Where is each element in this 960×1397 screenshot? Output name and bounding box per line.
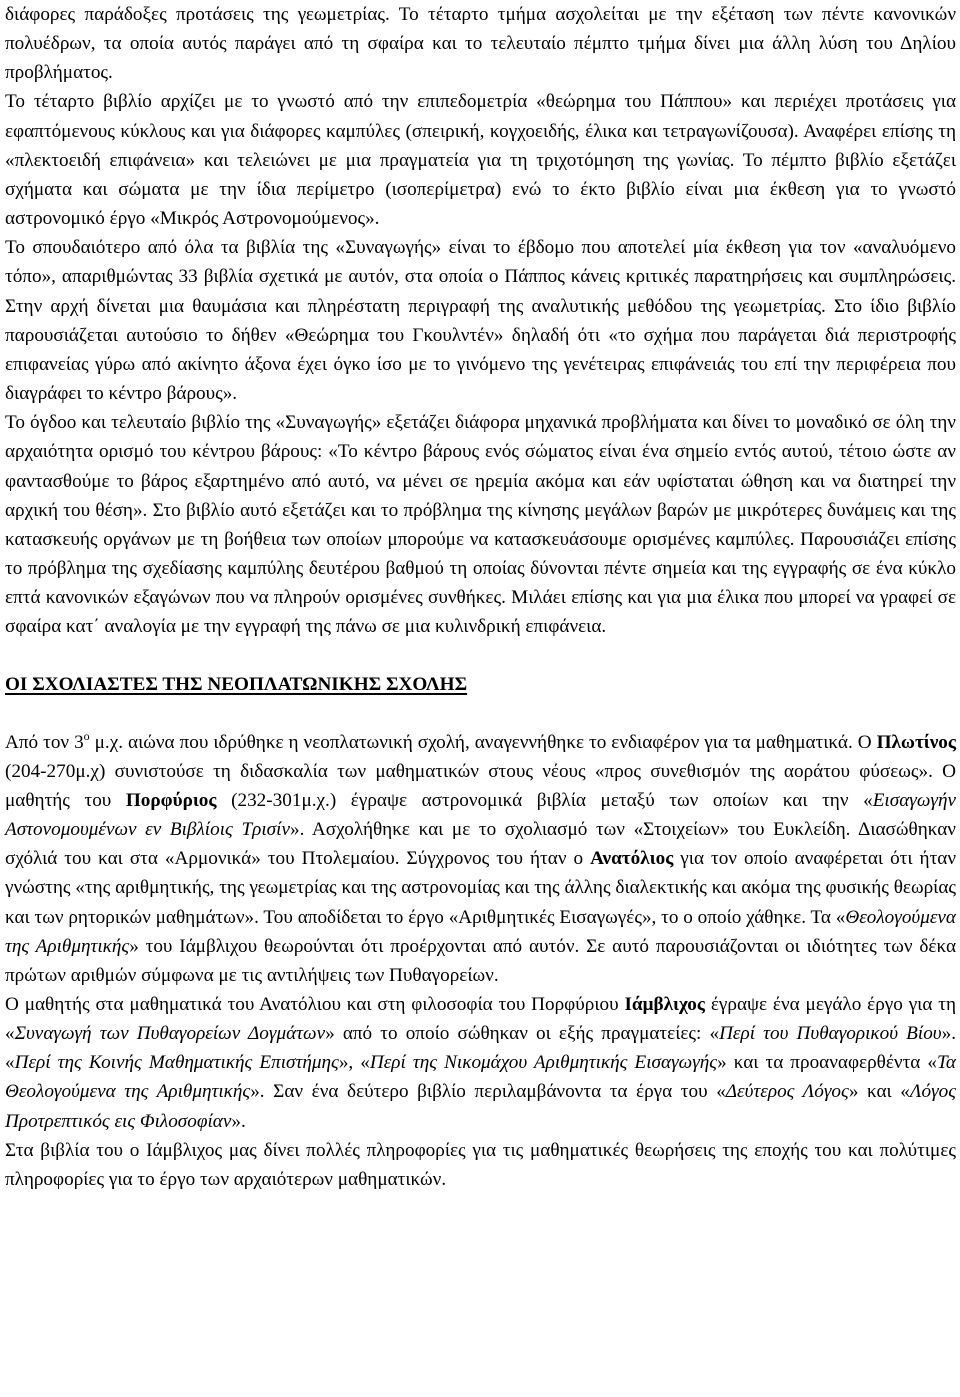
text-run: » από το οποίο σώθηκαν οι εξής πραγματείες: « bbox=[325, 1023, 720, 1045]
name-porphyry: Πορφύριος bbox=[125, 789, 217, 811]
section-heading: ΟΙ ΣΧΟΛΙΑΣΤΕΣ ΤΗΣ ΝΕΟΠΛΑΤΩΝΙΚΗΣ ΣΧΟΛΗΣ bbox=[5, 674, 468, 696]
name-anatolius: Ανατόλιος bbox=[590, 848, 674, 870]
paragraph-iamblichus bbox=[5, 990, 956, 1136]
text-run: » και τα προαναφερθέντα « bbox=[717, 1052, 937, 1074]
paragraph-pappus-fifth-section: διάφορες παράδοξες προτάσεις της γεωμετρίας. Το τέταρτο τμήμα ασχολείται με την εξέταση των πέντε κανονικών πολυέδρων, τα οποία αυτός παράγει από τη σφαίρα και το τελευταίο πέμπτο τμήμα δίνει μια άλλη λύση του Δηλίου προβλήματος. bbox=[5, 4, 956, 84]
paragraph-seventh-book: Το σπουδαιότερο από όλα τα βιβλία της «Συναγωγής» είναι το έβδομο που αποτελεί μία έκθεση για τον «αναλυόμενο τόπο», απαριθμώντας 33 βιβλία σχετικά με αυτόν, στα οποία ο Πάππος κάνεις κριτικές παρατηρήσεις και συμπληρώσεις. Στην αρχή δίνεται μια θαυμάσια και πληρέστατη περιγραφή της αναλυτικής μεθόδου της γεωμετρίας. Στο ίδιο βιβλίο παρουσιάζεται αυτούσιο το δήθεν «Θεώρημα του Γκουλντέν» δηλαδή ότι «το σχήμα που παράγεται διά περιστροφής επιφανείας γύρω από ακίνητο άξονα έχει όγκο ίσο με το γινόμενο της γενέτειρας επιφάνειάς του επί την περιφέρεια που διαγράφει το κέντρο βάρους». bbox=[5, 237, 956, 405]
title-common-math: Περί της Κοινής Μαθηματικής Επιστήμης bbox=[14, 1052, 339, 1074]
title-theologoumena: Θεολογούμενα της Αριθμητικής bbox=[5, 906, 956, 957]
text-run: ». « bbox=[5, 1023, 956, 1074]
text-run: ». Ασχολήθηκε και με το σχολιασμό των «Στοιχείων» του Ευκλείδη. Διασώθηκαν σχόλιά του και στα «Αρμονικά» του Πτολεμαίου. Σύγχρονος του ήταν ο bbox=[5, 819, 956, 870]
text-run: (204-270μ.χ) συνιστούσε τη διδασκαλία των μαθηματικών στους νέους «προς συνεθισμόν της αοράτου φύσεως». Ο μαθητής του bbox=[5, 760, 956, 811]
text-run: », « bbox=[338, 1052, 370, 1074]
text-run: έγραψε ένα μεγάλο έργο για τη « bbox=[5, 994, 956, 1045]
text-run: ». Σαν ένα δεύτερο βιβλίο περιλαμβάνοντα τα έργα του « bbox=[250, 1081, 726, 1103]
text-run: μ.χ. αιώνα που ιδρύθηκε η νεοπλατωνική σχολή, αναγεννήθηκε το ενδιαφέρον για τα μαθηματικά. Ο bbox=[89, 731, 877, 753]
paragraph-iamblichus-books: Στα βιβλία του ο Ιάμβλιχος μας δίνει πολλές πληροφορίες για τις μαθηματικές θεωρήσεις της εποχής του και πολύτιμες πληροφορίες για το έργο των αρχαιότερων μαθηματικών. bbox=[5, 1139, 956, 1190]
text-run: για τον οποίο αναφέρεται ότι ήταν γνώστης «της αριθμητικής, της γεωμετρίας και της αστρονομίας και της άλλης διαλεκτικής και ακόμα της φυσικής θεωρίας και των ρητορικών μαθημάτων». Του αποδίδεται το έργο «Αριθμητικές Εισαγωγές», το ο οποίο χάθηκε. Τα « bbox=[5, 848, 957, 928]
text-run: » και « bbox=[848, 1081, 910, 1103]
title-protrepticus: Λόγος Προτρεπτικός εις Φιλοσοφίαν bbox=[5, 1081, 957, 1132]
title-nicomachus: Περί της Νικομάχου Αριθμητικής Εισαγωγής bbox=[369, 1052, 718, 1074]
title-eisagogi: Εισαγωγήν Αστονομουμένων εν Βιβλίοις Τρισίν bbox=[5, 789, 956, 841]
text-run: ». bbox=[231, 1110, 246, 1132]
name-plotinus: Πλωτίνος bbox=[876, 731, 956, 753]
title-pythagorean-life: Περί του Πυθαγορικού Βίου bbox=[719, 1023, 942, 1045]
text-run: Από τον 3 bbox=[5, 731, 84, 753]
title-synagogi: Συναγωγή των Πυθαγορείων Δογμάτων bbox=[14, 1023, 326, 1045]
superscript-ordinal: ο bbox=[83, 728, 90, 743]
title-theologoumena-2: Τα Θεολογούμενα της Αριθμητικής bbox=[5, 1052, 956, 1103]
title-second-logos: Δεύτερος Λόγος bbox=[725, 1081, 849, 1103]
name-iamblichus: Ιάμβλιχος bbox=[624, 994, 705, 1015]
document-page bbox=[5, 0, 956, 1194]
paragraph-eighth-book: Το όγδοο και τελευταίο βιβλίο της «Συναγωγής» εξετάζει διάφορα μηχανικά προβλήματα και δίνει το μοναδικό σε όλη την αρχαιότητα ορισμό του κέντρου βάρους: «Το κέντρο βάρους ενός σώματος είναι ένα σημείο εντός αυτού, τέτοιο ώστε αν φαντασθούμε το βάρος εξαρτημένο από αυτό, να μένει σε ηρεμία ακόμα και εάν υφίσταται ώθηση και να διατηρεί την αρχική του θέση». Στο βιβλίο αυτό εξετάζει και το πρόβλημα της κίνησης μεγάλων βαρών με μικρότερες δυνάμεις και της κατασκευής οργάνων με τη βοήθεια των οποίων μπορούμε να κατασκευάσουμε ορισμένες καμπύλες. Παρουσιάζει επίσης το πρόβλημα της σχεδίασης καμπύλης δευτέρου βαθμού τη οποίας δύνονται πέντε σημεία και της εγγραφής σε ένα κύκλο επτά κανονικών εξαγώνων που να πληρούν ορισμένες συνθήκες. Μιλάει επίσης και για μια έλικα που μπορεί να γραφεί σε σφαίρα κατ΄ αναλογία με την εγγραφή της πάνω σε μια κυλινδρική επιφάνεια. bbox=[5, 412, 956, 638]
text-run: Ο μαθητής στα μαθηματικά του Ανατόλιου και στη φιλοσοφία του Πορφύριου bbox=[5, 994, 625, 1015]
paragraph-neoplatonic-commentators bbox=[5, 728, 956, 990]
text-run: » του Ιάμβλιχου θεωρούνται ότι προέρχονται από αυτόν. Σε αυτό παρουσιάζονται οι ιδιότητες των δέκα πρώτων αριθμών σύμφωνα με τις αντιλήψεις των Πυθαγορείων. bbox=[5, 935, 957, 986]
paragraph-fourth-book: Το τέταρτο βιβλίο αρχίζει με το γνωστό από την επιπεδομετρία «θεώρημα του Πάππου» και περιέχει προτάσεις για εφαπτόμενους κύκλους και για διάφορες καμπύλες (σπειρική, κογχοειδής, έλικα και τετραγωνίζουσα). Αναφέρει επίσης τη «πλεκτοειδή επιφάνεια» και τελειώνει με μια πραγματεία για τη τριχοτόμηση της γωνίας. Το πέμπτο βιβλίο εξετάζει σχήματα και σώματα με την ίδια περίμετρο (ισοπερίμετρα) ενώ το έκτο βιβλίο είναι μια έκθεση για το γνωστό αστρονομικό έργο «Μικρός Αστρονομούμενος». bbox=[5, 91, 956, 230]
text-run: (232-301μ.χ.) έγραψε αστρονομικά βιβλία μεταξύ των οποίων και την « bbox=[216, 789, 873, 811]
